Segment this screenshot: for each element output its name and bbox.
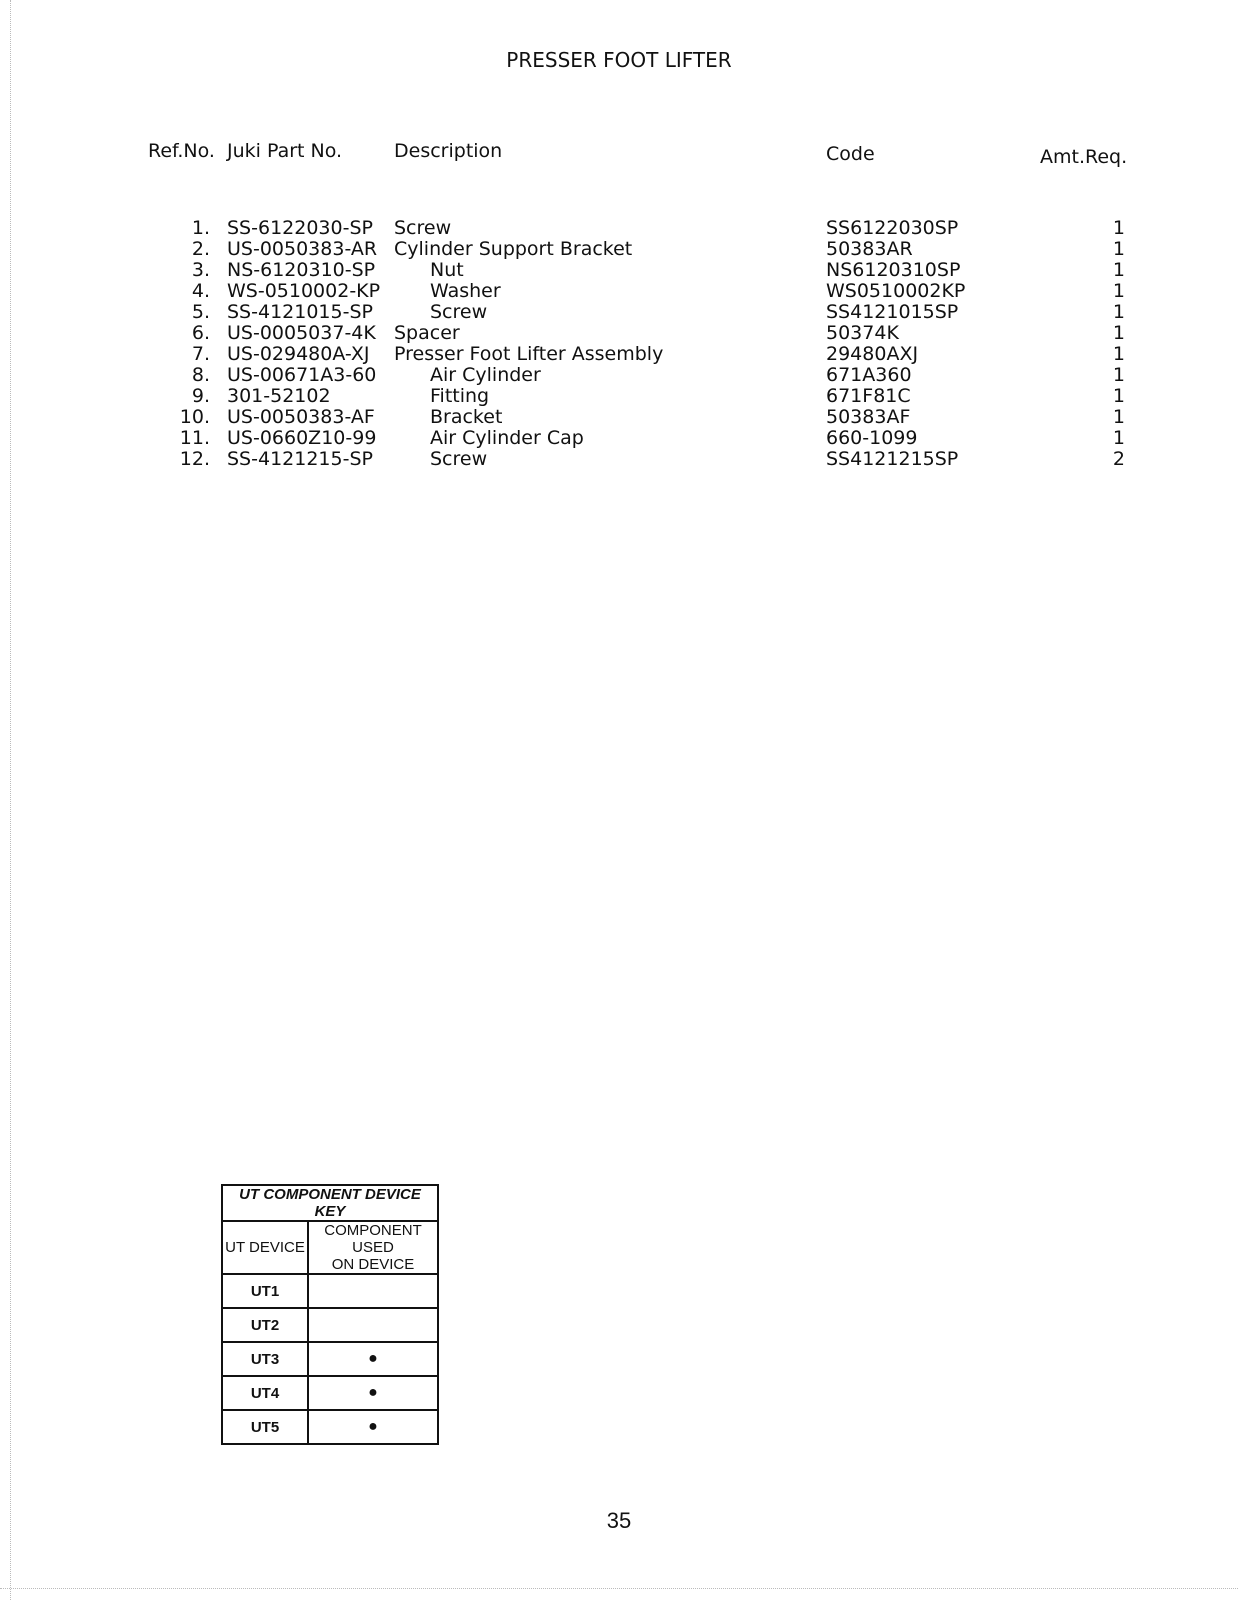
- device-key-row: [222, 1410, 438, 1444]
- device-key-used: ●: [308, 1376, 438, 1410]
- device-key-used: [308, 1274, 438, 1308]
- part-no: US-0660Z10-99: [227, 427, 377, 449]
- parts-list: [0, 218, 1238, 470]
- table-row: [0, 239, 1238, 260]
- ref-no: 10.: [179, 406, 210, 428]
- ref-no: 2.: [191, 238, 210, 260]
- device-key-device: UT3: [222, 1342, 308, 1376]
- table-row: [0, 407, 1238, 428]
- code: 50383AR: [826, 238, 913, 260]
- ref-no: 8.: [191, 364, 210, 386]
- ref-no: 3.: [191, 259, 210, 281]
- table-row: [0, 281, 1238, 302]
- amount-required: 1: [1112, 427, 1125, 449]
- part-no: US-0005037-4K: [227, 322, 376, 344]
- table-row: [0, 260, 1238, 281]
- device-key-row: [222, 1376, 438, 1410]
- table-row: [0, 365, 1238, 386]
- amount-required: 1: [1112, 364, 1125, 386]
- description: Fitting: [430, 385, 490, 407]
- description: Air Cylinder: [430, 364, 541, 386]
- amount-required: 1: [1112, 259, 1125, 281]
- part-no: US-00671A3-60: [227, 364, 377, 386]
- header-description: Description: [394, 140, 503, 162]
- ref-no: 11.: [179, 427, 210, 449]
- code: WS0510002KP: [826, 280, 966, 302]
- description: Cylinder Support Bracket: [394, 238, 633, 260]
- part-no: SS-4121215-SP: [227, 448, 373, 470]
- device-key-row: [222, 1308, 438, 1342]
- ref-no: 9.: [191, 385, 210, 407]
- code: SS4121015SP: [826, 301, 959, 323]
- device-key-col-used-line2: ON DEVICE: [331, 1256, 415, 1273]
- device-key-col-used: [308, 1221, 438, 1274]
- device-key-used: [308, 1308, 438, 1342]
- amount-required: 1: [1112, 385, 1125, 407]
- description: Presser Foot Lifter Assembly: [394, 343, 664, 365]
- code: 671A360: [826, 364, 912, 386]
- amount-required: 1: [1112, 280, 1125, 302]
- header-code: Code: [826, 143, 875, 165]
- ref-no: 6.: [191, 322, 210, 344]
- code: 660-1099: [826, 427, 918, 449]
- part-no: US-0050383-AR: [227, 238, 378, 260]
- header-amount: Amt.Req.: [1040, 146, 1128, 168]
- ref-no: 1.: [191, 217, 210, 239]
- amount-required: 1: [1112, 301, 1125, 323]
- code: 50383AF: [826, 406, 911, 428]
- description: Bracket: [430, 406, 503, 428]
- device-key-col-device: UT DEVICE: [222, 1221, 308, 1274]
- part-no: 301-52102: [227, 385, 331, 407]
- description: Air Cylinder Cap: [430, 427, 584, 449]
- amount-required: 1: [1112, 322, 1125, 344]
- ref-no: 12.: [179, 448, 210, 470]
- page-number: 35: [606, 1508, 632, 1533]
- amount-required: 1: [1112, 406, 1125, 428]
- table-row: [0, 302, 1238, 323]
- ref-no: 4.: [191, 280, 210, 302]
- device-key-used: ●: [308, 1410, 438, 1444]
- device-key-row: [222, 1274, 438, 1308]
- table-row: [0, 218, 1238, 239]
- description: Nut: [430, 259, 464, 281]
- code: SS6122030SP: [826, 217, 959, 239]
- code: NS6120310SP: [826, 259, 961, 281]
- description: Screw: [394, 217, 452, 239]
- part-no: WS-0510002-KP: [227, 280, 381, 302]
- part-no: US-029480A-XJ: [227, 343, 370, 365]
- amount-required: 1: [1112, 238, 1125, 260]
- amount-required: 2: [1112, 448, 1125, 470]
- code: 671F81C: [826, 385, 911, 407]
- device-key-table: [221, 1184, 439, 1445]
- amount-required: 1: [1112, 217, 1125, 239]
- device-key-used: ●: [308, 1342, 438, 1376]
- ref-no: 5.: [191, 301, 210, 323]
- device-key-device: UT4: [222, 1376, 308, 1410]
- device-key-device: UT2: [222, 1308, 308, 1342]
- device-key-row: [222, 1342, 438, 1376]
- table-row: [0, 323, 1238, 344]
- page-title: PRESSER FOOT LIFTER: [506, 48, 732, 72]
- ref-no: 7.: [191, 343, 210, 365]
- description: Screw: [430, 448, 488, 470]
- header-ref: Ref.No.: [148, 140, 215, 162]
- header-part: Juki Part No.: [227, 140, 343, 162]
- device-key-col-used-line1: COMPONENT USED: [324, 1222, 422, 1256]
- part-no: US-0050383-AF: [227, 406, 375, 428]
- code: SS4121215SP: [826, 448, 959, 470]
- device-key-device: UT1: [222, 1274, 308, 1308]
- device-key-device: UT5: [222, 1410, 308, 1444]
- table-row: [0, 449, 1238, 470]
- part-no: SS-6122030-SP: [227, 217, 373, 239]
- code: 50374K: [826, 322, 899, 344]
- amount-required: 1: [1112, 343, 1125, 365]
- description: Washer: [430, 280, 501, 302]
- code: 29480AXJ: [826, 343, 919, 365]
- device-key-title: UT COMPONENT DEVICE KEY: [222, 1185, 438, 1221]
- description: Screw: [430, 301, 488, 323]
- part-no: NS-6120310-SP: [227, 259, 376, 281]
- scan-edge-bottom: [0, 1588, 1238, 1589]
- table-row: [0, 386, 1238, 407]
- part-no: SS-4121015-SP: [227, 301, 373, 323]
- description: Spacer: [394, 322, 460, 344]
- table-row: [0, 344, 1238, 365]
- table-row: [0, 428, 1238, 449]
